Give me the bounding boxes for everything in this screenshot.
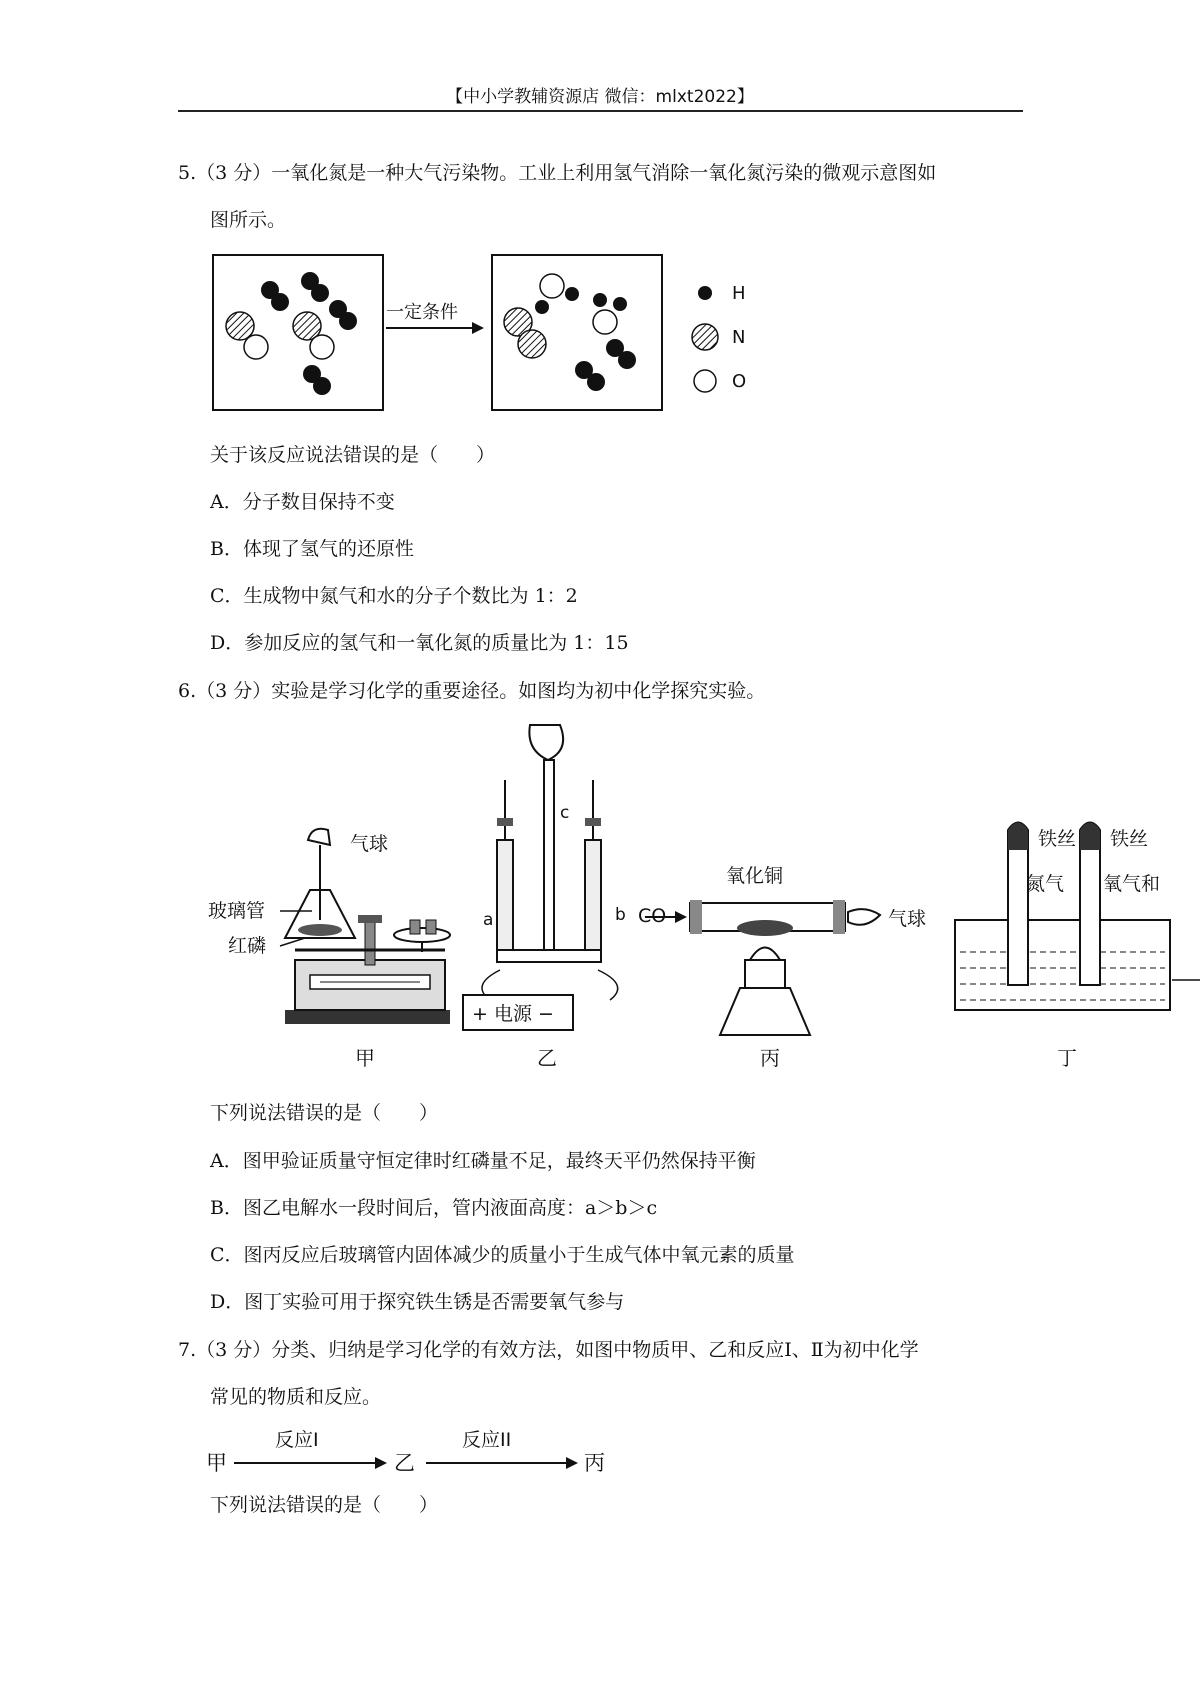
caption-ding: 丁 [1057, 1046, 1077, 1070]
chain-yi: 乙 [394, 1451, 415, 1475]
chain-bing: 丙 [584, 1451, 605, 1475]
chain-r2: 反应II [462, 1429, 512, 1451]
caption-jia: 甲 [355, 1046, 375, 1070]
q5-option-b: B．体现了氢气的还原性 [210, 538, 414, 560]
q6-option-a: A．图甲验证质量守恒定律时红磷量不足，最终天平仍然保持平衡 [210, 1150, 756, 1172]
q7-stem-line2: 常见的物质和反应。 [210, 1386, 382, 1408]
label-copper-oxide: 氧化铜 [726, 865, 784, 887]
q6-apparatus-figure [200, 720, 1200, 1075]
apparatus-jia [285, 829, 450, 1024]
q5-molecule-diagram [200, 250, 780, 420]
caption-bing: 丙 [760, 1046, 780, 1070]
q7-question: 下列说法错误的是（ ） [210, 1494, 439, 1516]
label-nitrogen: 氮气 [1026, 873, 1065, 895]
apparatus-yi [463, 725, 618, 1030]
label-power: + 电源 − [472, 1003, 554, 1025]
label-iron-wire1: 铁丝 [1038, 828, 1077, 850]
label-b: b [615, 905, 626, 925]
label-balloon2: 气球 [888, 908, 927, 930]
q5-option-a: A．分子数目保持不变 [210, 491, 395, 513]
legend-n: N [732, 327, 746, 348]
q7-stem-line1: 7.（3 分）分类、归纳是学习化学的有效方法，如图中物质甲、乙和反应Ⅰ、Ⅱ为初中化学 [178, 1339, 919, 1361]
q6-stem: 6.（3 分）实验是学习化学的重要途径。如图均为初中化学探究实验。 [178, 680, 766, 702]
label-balloon: 气球 [350, 833, 389, 855]
label-co: CO [638, 905, 667, 927]
apparatus-bing [645, 900, 880, 1035]
q5-option-c: C．生成物中氮气和水的分子个数比为 1：2 [210, 585, 578, 607]
q7-reaction-chain [200, 1418, 620, 1478]
label-oxygen: 氧气和 [1103, 873, 1161, 895]
caption-yi: 乙 [537, 1046, 557, 1070]
apparatus-ding [955, 823, 1170, 1011]
header-rule [178, 110, 1023, 112]
label-a: a [483, 910, 494, 930]
label-iron-wire2: 铁丝 [1110, 828, 1149, 850]
atom-legend [692, 283, 746, 392]
page-header: 【中小学教辅资源店 微信：mlxt2022】 [446, 87, 754, 107]
q6-option-b: B．图乙电解水一段时间后，管内液面高度：a＞b＞c [210, 1197, 658, 1219]
chain-r1: 反应I [275, 1429, 319, 1451]
q5-question: 关于该反应说法错误的是（ ） [210, 444, 496, 466]
q5-stem-line1: 5.（3 分）一氧化氮是一种大气污染物。工业上利用氢气消除一氧化氮污染的微观示意图如 [178, 162, 937, 184]
q5-option-d: D．参加反应的氢气和一氧化氮的质量比为 1：15 [210, 632, 629, 654]
q6-question: 下列说法错误的是（ ） [210, 1102, 439, 1124]
q5-stem-line2: 图所示。 [210, 209, 287, 231]
label-glass-tube: 玻璃管 [208, 900, 266, 922]
condition-label: 一定条件 [386, 302, 458, 323]
legend-h: H [732, 283, 746, 304]
legend-o: O [732, 371, 747, 392]
q6-option-c: C．图丙反应后玻璃管内固体减少的质量小于生成气体中氧元素的质量 [210, 1244, 795, 1266]
q6-option-d: D．图丁实验可用于探究铁生锈是否需要氧气参与 [210, 1291, 625, 1313]
chain-jia: 甲 [206, 1451, 227, 1475]
label-c: c [560, 803, 570, 823]
label-red-phosphorus: 红磷 [228, 935, 267, 957]
